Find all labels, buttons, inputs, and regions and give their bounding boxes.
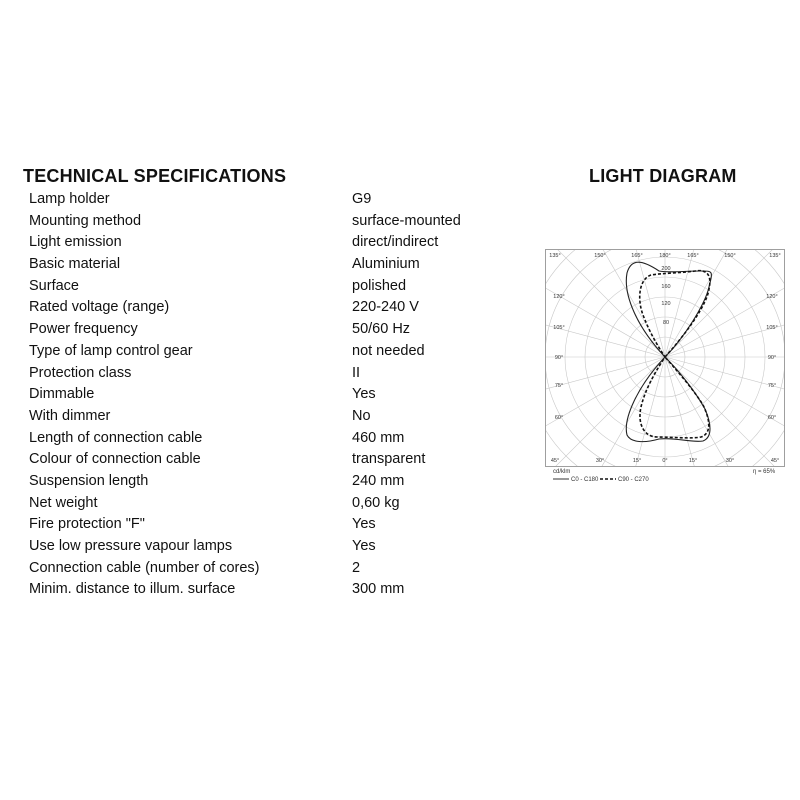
spec-value: surface-mounted (352, 212, 461, 229)
angle-label-top: 180° (659, 253, 671, 259)
angle-label-bottom: 0° (662, 458, 668, 464)
spec-value: 460 mm (352, 429, 405, 446)
angle-label-top: 165° (631, 253, 643, 259)
technical-specifications-heading: TECHNICAL SPECIFICATIONS (23, 166, 287, 186)
spec-row (29, 232, 509, 254)
spec-label: Suspension length (29, 472, 149, 489)
spec-value: Aluminium (352, 256, 420, 273)
angle-label-top: 135° (769, 253, 781, 259)
spec-label: With dimmer (29, 407, 111, 424)
angle-label-bottom: 30° (595, 458, 605, 464)
spec-label: Colour of connection cable (29, 451, 201, 468)
spec-row (29, 406, 509, 428)
angle-label-right: 90° (767, 355, 777, 361)
spec-row (29, 363, 509, 385)
spec-value: Yes (352, 386, 376, 403)
angle-label-bottom: 15° (632, 458, 642, 464)
spec-value: direct/indirect (352, 234, 439, 251)
angle-label-left: 60° (554, 415, 564, 421)
legend-label-c90: C90 - C270 (618, 477, 649, 483)
spec-row (29, 319, 509, 341)
radial-value-label: 200 (661, 266, 671, 272)
radial-value-label: 80 (662, 320, 670, 326)
spec-label: Fire protection "F" (29, 516, 145, 533)
spec-row (29, 254, 509, 276)
spec-row (29, 558, 509, 580)
spec-row (29, 514, 509, 536)
spec-row (29, 297, 509, 319)
angle-label-bottom: 45° (770, 458, 780, 464)
angle-label-bottom: 45° (550, 458, 560, 464)
light-diagram-heading: LIGHT DIAGRAM (589, 166, 737, 186)
angle-label-right: 105° (766, 325, 778, 331)
angle-label-left: 105° (553, 325, 565, 331)
spec-row (29, 341, 509, 363)
spec-label: Light emission (29, 234, 122, 251)
spec-row (29, 211, 509, 233)
spec-row (29, 493, 509, 515)
spec-value: 240 mm (352, 472, 405, 489)
spec-label: Basic material (29, 256, 121, 273)
angle-label-right: 60° (767, 415, 777, 421)
spec-row (29, 449, 509, 471)
spec-row (29, 579, 509, 601)
radial-value-label: 120 (661, 301, 671, 307)
spec-value: not needed (352, 342, 425, 359)
spec-value: 50/60 Hz (352, 321, 411, 338)
spec-row (29, 276, 509, 298)
spec-row (29, 189, 509, 211)
spec-value: transparent (352, 451, 426, 468)
angle-label-top: 150° (594, 253, 606, 259)
angle-label-left: 120° (553, 294, 565, 300)
spec-value: polished (352, 277, 407, 294)
spec-row (29, 471, 509, 493)
spec-row (29, 428, 509, 450)
efficiency-label: η = 65% (753, 469, 776, 475)
unit-label: cd/klm (553, 469, 571, 475)
spec-row (29, 536, 509, 558)
spec-label: Minim. distance to illum. surface (29, 581, 236, 598)
spec-value: No (352, 407, 371, 424)
specifications-table (29, 189, 509, 601)
angle-label-top: 135° (549, 253, 561, 259)
light-distribution-diagram (545, 249, 785, 485)
angle-label-bottom: 15° (688, 458, 698, 464)
spec-label: Length of connection cable (29, 429, 203, 446)
spec-value: Yes (352, 538, 376, 554)
angle-label-left: 90° (554, 355, 564, 361)
legend-label-c0: C0 - C180 (571, 477, 599, 483)
spec-label: Lamp holder (29, 191, 110, 207)
spec-value: G9 (352, 191, 372, 207)
spec-label: Power frequency (29, 321, 138, 338)
spec-value: 0,60 kg (352, 494, 400, 511)
spec-label: Connection cable (number of cores) (29, 559, 260, 576)
angle-label-top: 165° (687, 253, 699, 259)
spec-value: 2 (352, 559, 361, 576)
spec-value: 220-240 V (352, 299, 419, 316)
spec-label: Rated voltage (range) (29, 299, 170, 316)
spec-value: Yes (352, 516, 376, 533)
angle-label-right: 75° (767, 383, 777, 389)
spec-row (29, 384, 509, 406)
spec-label: Surface (29, 277, 79, 294)
spec-label: Use low pressure vapour lamps (29, 538, 233, 554)
spec-label: Type of lamp control gear (29, 342, 193, 359)
spec-label: Dimmable (29, 386, 95, 403)
angle-label-right: 120° (766, 294, 778, 300)
radial-value-label: 160 (661, 284, 671, 290)
spec-label: Mounting method (29, 212, 142, 229)
spec-value: II (352, 364, 361, 381)
angle-label-bottom: 30° (725, 458, 735, 464)
spec-label: Protection class (29, 364, 132, 381)
angle-label-left: 75° (554, 383, 564, 389)
spec-label: Net weight (29, 494, 98, 511)
angle-label-top: 150° (724, 253, 736, 259)
spec-value: 300 mm (352, 581, 405, 598)
